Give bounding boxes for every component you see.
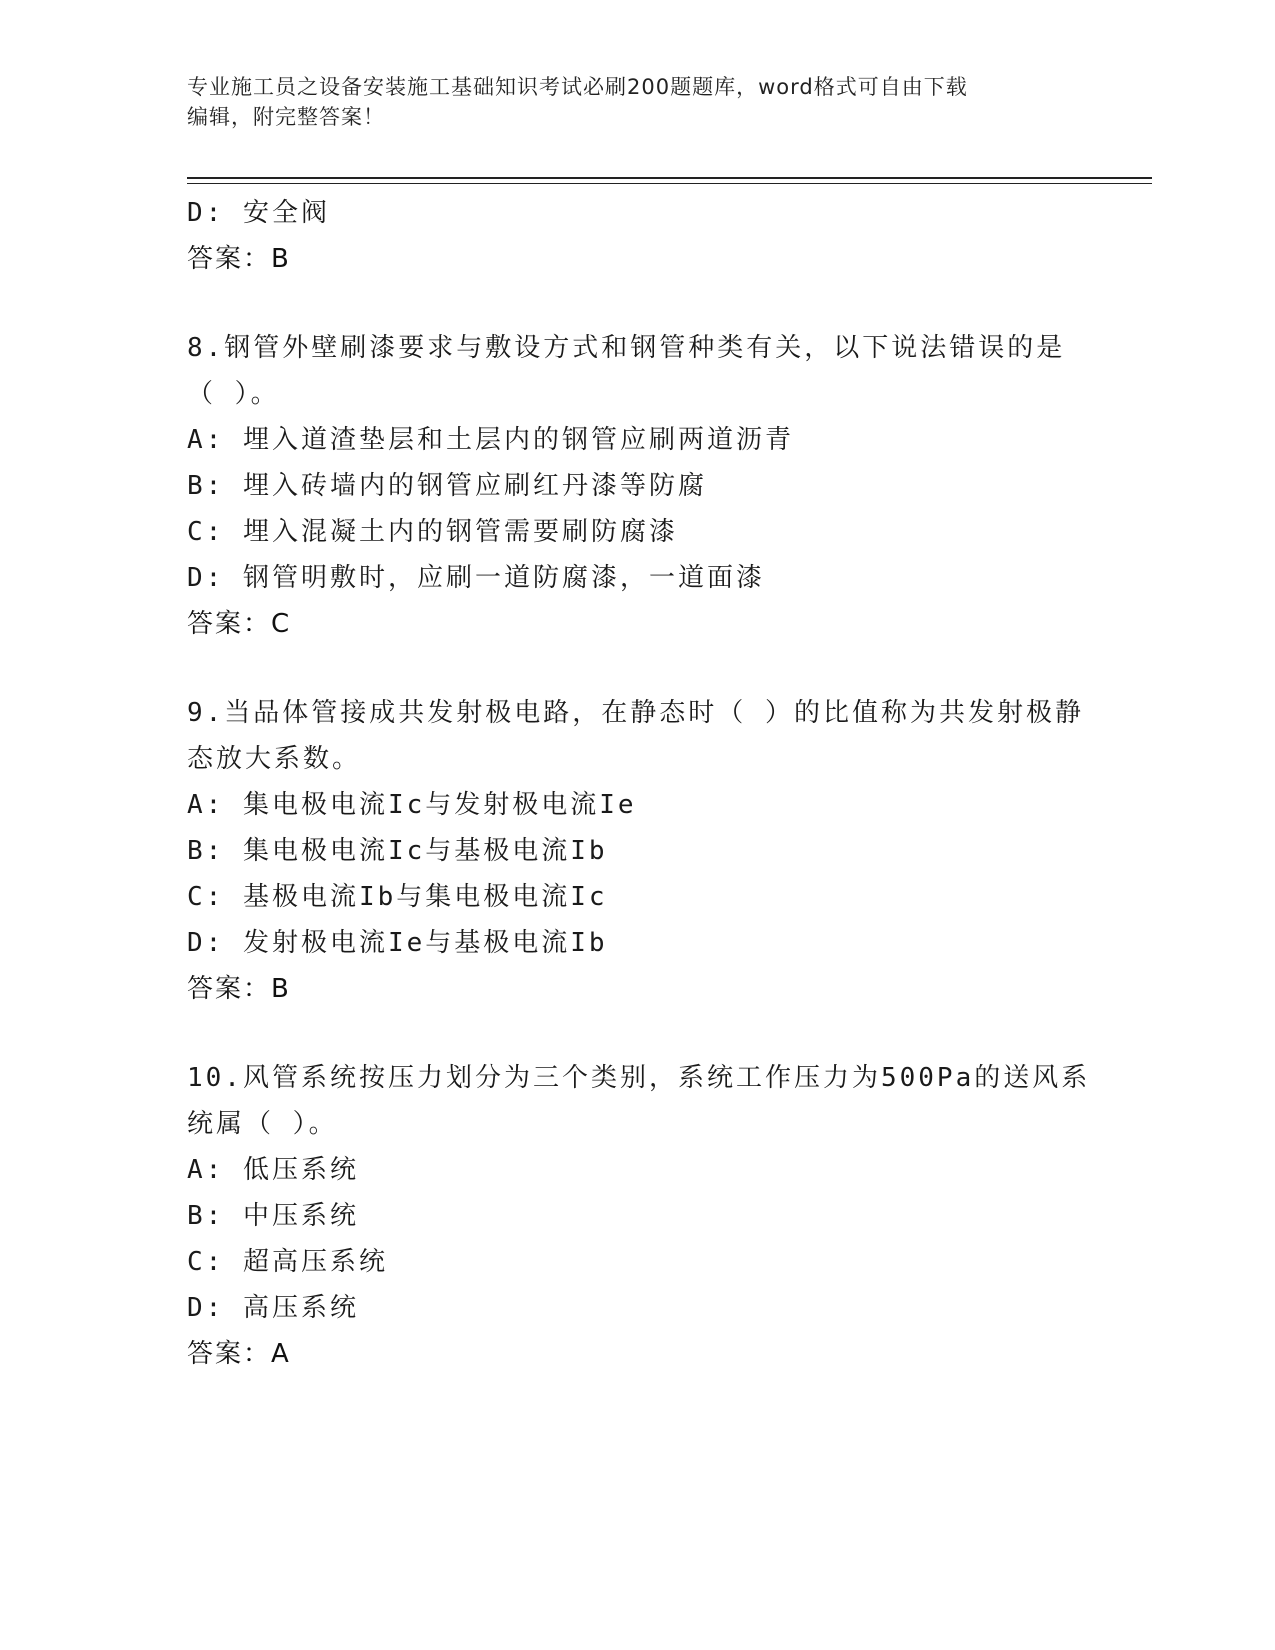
header-divider-thick xyxy=(187,177,1152,179)
question-8 xyxy=(187,325,1117,647)
q9-option-d: D: 发射极电流Ie与基极电流Ib xyxy=(187,928,608,958)
q9-stem-line-1: 9.当品体管接成共发射极电路，在静态时（ ）的比值称为共发射极静 xyxy=(187,698,1084,728)
question-7-tail xyxy=(187,190,1117,282)
q9-option-c: C: 基极电流Ib与集电极电流Ic xyxy=(187,882,608,912)
q7-answer: 答案：B xyxy=(187,244,291,274)
q9-option-a: A: 集电极电流Ic与发射极电流Ie xyxy=(187,790,637,820)
question-10 xyxy=(187,1055,1117,1377)
q9-option-b: B: 集电极电流Ic与基极电流Ib xyxy=(187,836,608,866)
q8-option-a: A: 埋入道渣垫层和土层内的钢管应刷两道沥青 xyxy=(187,425,794,455)
q10-option-d: D: 高压系统 xyxy=(187,1293,359,1323)
q10-option-c: C: 超高压系统 xyxy=(187,1247,388,1277)
q8-option-c: C: 埋入混凝土内的钢管需要刷防腐漆 xyxy=(187,517,678,547)
header-line-1: 专业施工员之设备安装施工基础知识考试必刷200题题库，word格式可自由下载 xyxy=(187,75,968,99)
q7-option-d: D: 安全阀 xyxy=(187,198,330,228)
q10-option-b: B: 中压系统 xyxy=(187,1201,359,1231)
q10-answer: 答案：A xyxy=(187,1339,291,1369)
q8-option-d: D: 钢管明敷时，应刷一道防腐漆，一道面漆 xyxy=(187,563,765,593)
q8-option-b: B: 埋入砖墙内的钢管应刷红丹漆等防腐 xyxy=(187,471,707,501)
question-list xyxy=(187,190,1117,1377)
question-9 xyxy=(187,690,1117,1012)
q9-stem-line-2: 态放大系数。 xyxy=(187,744,362,774)
q8-answer: 答案：C xyxy=(187,609,292,639)
page-header xyxy=(187,72,1067,132)
q9-answer: 答案：B xyxy=(187,974,291,1004)
q8-stem-line-2: （ ）。 xyxy=(187,379,280,409)
header-divider-thin xyxy=(187,183,1152,184)
q10-stem-line-1: 10.风管系统按压力划分为三个类别，系统工作压力为500Pa的送风系 xyxy=(187,1063,1091,1093)
q10-stem-line-2: 统属（ ）。 xyxy=(187,1109,338,1139)
header-line-2: 编辑，附完整答案！ xyxy=(187,105,385,129)
q8-stem-line-1: 8.钢管外壁刷漆要求与敷设方式和钢管种类有关，以下说法错误的是 xyxy=(187,333,1066,363)
q10-option-a: A: 低压系统 xyxy=(187,1155,359,1185)
